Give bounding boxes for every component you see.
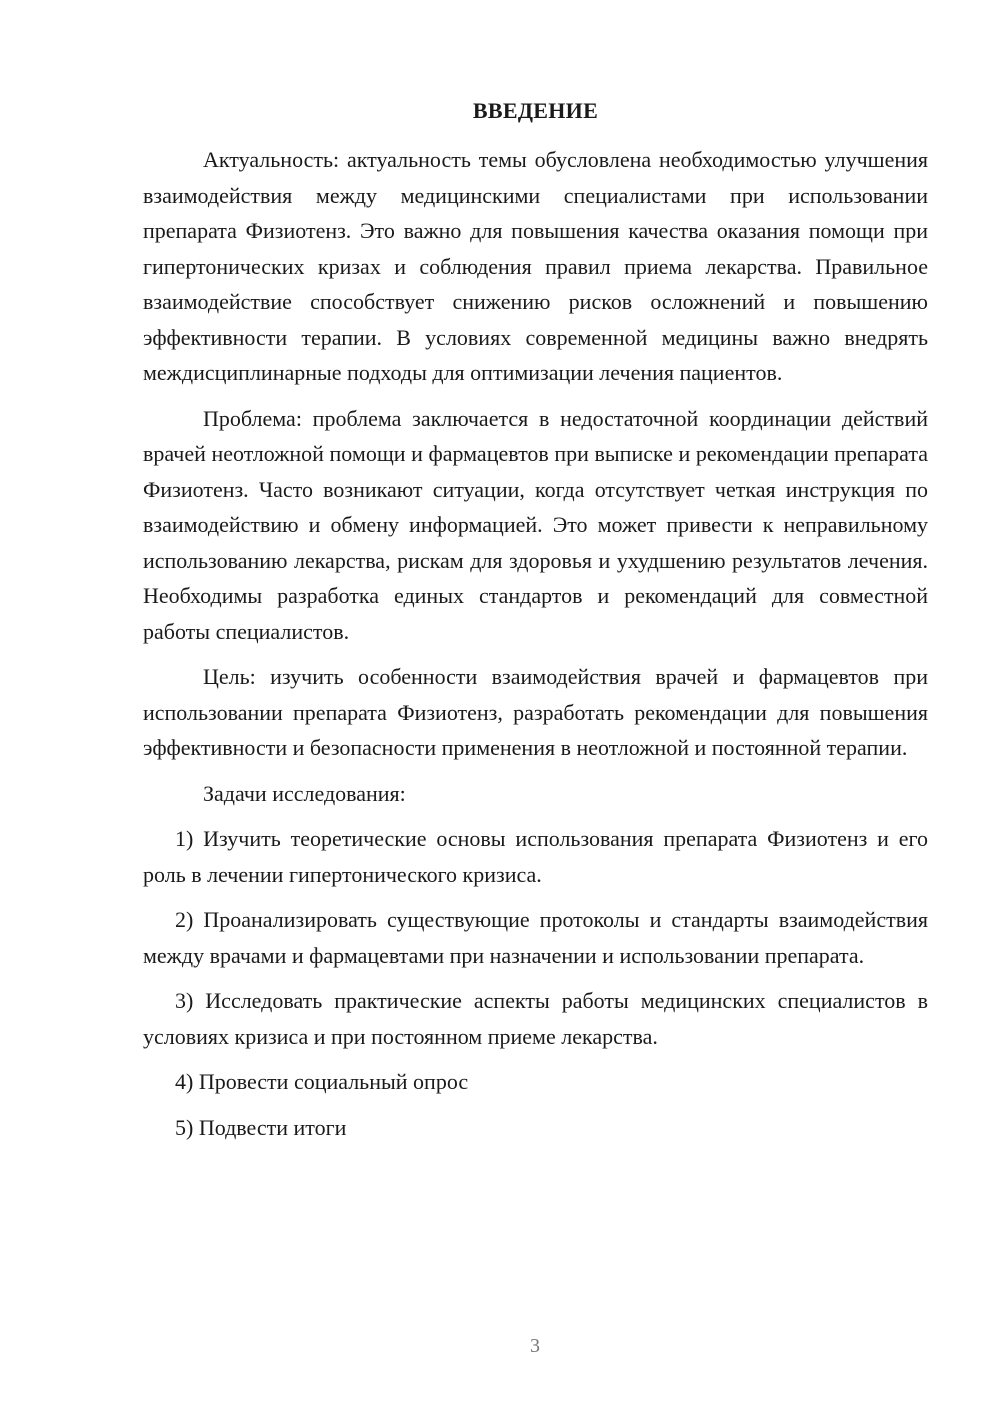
tasks-title: Задачи исследования: [203, 780, 406, 806]
task-item-1: 1) Изучить теоретические основы использования препарата Физиотенз и его роль в лечении гипертонического кризиса. [143, 826, 928, 887]
page-heading: ВВЕДЕНИЕ [472, 98, 599, 123]
page-number-footer [0, 1335, 1000, 1358]
page-number: 3 [530, 1335, 540, 1357]
task-item-5: 5) Подвести итоги [175, 1114, 347, 1140]
task-item-2: 2) Проанализировать существующие протоколы и стандарты взаимодействия между врачами и фармацевтами при назначении и использовании препарата. [143, 907, 928, 968]
paragraph-problem: Проблема: проблема заключается в недостаточной координации действий врачей неотложной помощи и фармацевтов при выписке и рекомендации препарата Физиотенз. Часто возникают ситуации, когда отсутствует четкая инструкция по взаимодействию и обмену информацией. Это может привести к неправильному использованию лекарства, рискам для здоровья и ухудшению результатов лечения. Необходимы разработка единых стандартов и рекомендаций для совместной работы специалистов. [143, 405, 928, 644]
task-item-3: 3) Исследовать практические аспекты работы медицинских специалистов в условиях кризиса и при постоянном приеме лекарства. [143, 988, 928, 1049]
paragraph-relevance: Актуальность: актуальность темы обусловлена необходимостью улучшения взаимодействия между медицинскими специалистами при использовании препарата Физиотенз. Это важно для повышения качества оказания помощи при гипертонических кризах и соблюдения правил приема лекарства. Правильное взаимодействие способствует снижению рисков осложнений и повышению эффективности терапии. В условиях современной медицины важно внедрять междисциплинарные подходы для оптимизации лечения пациентов. [143, 147, 928, 385]
paragraph-goal: Цель: изучить особенности взаимодействия врачей и фармацевтов при использовании препарата Физиотенз, разработать рекомендации для повышения эффективности и безопасности применения в неотложной и постоянной терапии. [143, 664, 928, 760]
page-content [143, 96, 928, 1155]
task-item-4: 4) Провести социальный опрос [175, 1069, 469, 1094]
